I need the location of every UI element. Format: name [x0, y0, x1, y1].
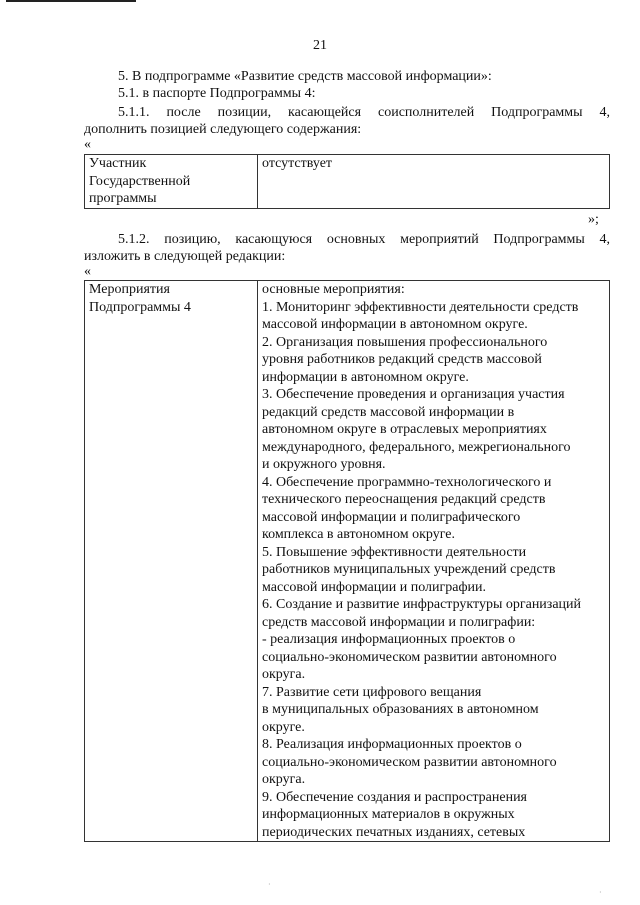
- table-row: [85, 155, 610, 209]
- activity-line: массовой информации и полиграфии.: [262, 579, 486, 595]
- open-quote-2: «: [84, 264, 91, 279]
- activity-line: редакций средств массовой информации в: [262, 404, 515, 420]
- activity-line: основные мероприятия:: [262, 282, 405, 297]
- top-rule: [6, 0, 136, 2]
- activity-line: массовой информации в автономном округе.: [262, 317, 528, 332]
- scan-speck: ·: [268, 880, 271, 889]
- open-quote-1: «: [84, 137, 91, 152]
- activity-line: технического переоснащения редакций средств: [262, 492, 546, 507]
- table-row: [85, 281, 610, 842]
- activity-line: 7. Развитие сети цифрового вещания: [262, 684, 482, 700]
- activity-line: информационных материалов в окружных: [262, 807, 515, 822]
- activity-line: округа.: [262, 772, 306, 787]
- activity-line: информации в автономном округе.: [262, 369, 469, 385]
- activity-line: 1. Мониторинг эффективности деятельности средств: [262, 299, 579, 315]
- para-5-1-2-line1: 5.1.2. позицию, касающуюся основных мероприятий Подпрограммы 4,: [118, 232, 610, 247]
- activity-line: социально-экономическом развитии автономного: [262, 649, 557, 665]
- table2-right-cell: [258, 281, 610, 842]
- table-participant: [84, 154, 610, 209]
- para-5-1-1-line2: дополнить позицией следующего содержания:: [84, 122, 362, 137]
- activity-line: уровня работников редакций средств массовой: [262, 352, 542, 367]
- activity-line: 3. Обеспечение проведения и организация участия: [262, 387, 565, 402]
- activity-line: 6. Создание и развитие инфраструктуры организаций: [262, 597, 582, 612]
- close-quote-1: »;: [588, 212, 599, 227]
- activity-line: работников муниципальных учреждений средств: [262, 562, 556, 577]
- para-5-1-2-line2: изложить в следующей редакции:: [84, 249, 286, 264]
- activity-line: социально-экономическом развитии автономного: [262, 754, 557, 770]
- para-5: 5. В подпрограмме «Развитие средств массовой информации»:: [118, 69, 492, 84]
- scan-speck: ·: [599, 888, 602, 897]
- activity-line: - реализация информационных проектов о: [262, 632, 516, 647]
- activity-line: автономном округе в отраслевых мероприятиях: [262, 422, 547, 437]
- activity-line: международного, федерального, межрегионального: [262, 439, 571, 455]
- table1-left-line: Государственной: [89, 173, 191, 189]
- table2-left-cell: [85, 281, 258, 842]
- activity-line: комплекса в автономном округе.: [262, 527, 456, 542]
- activity-line: 9. Обеспечение создания и распространения: [262, 789, 527, 805]
- para-5-1-1-line1: 5.1.1. после позиции, касающейся соисполнителей Подпрограммы 4,: [118, 105, 610, 120]
- table2-left-line: Мероприятия: [89, 282, 170, 297]
- table1-right-cell: [258, 155, 610, 209]
- activity-line: округа.: [262, 667, 306, 682]
- table1-right-value: отсутствует: [262, 156, 333, 171]
- table-activities: [84, 280, 610, 842]
- activity-line: массовой информации и полиграфического: [262, 509, 521, 525]
- activity-line: 4. Обеспечение программно-технологического и: [262, 474, 552, 490]
- table1-left-line: Участник: [89, 156, 147, 171]
- activity-line: округе.: [262, 719, 305, 735]
- activity-line: 2. Организация повышения профессионального: [262, 334, 548, 350]
- activity-line: периодических печатных изданиях, сетевых: [262, 824, 526, 840]
- table1-left-line: программы: [89, 191, 157, 206]
- activity-line: в муниципальных образованиях в автономном: [262, 702, 539, 717]
- activity-line: 8. Реализация информационных проектов о: [262, 737, 522, 752]
- activity-line: средств массовой информации и полиграфии:: [262, 614, 536, 630]
- page-number: 21: [313, 38, 327, 53]
- activity-line: 5. Повышение эффективности деятельности: [262, 544, 527, 560]
- table2-left-line: Подпрограммы 4: [89, 299, 191, 315]
- table1-left-cell: [85, 155, 258, 209]
- para-5-1: 5.1. в паспорте Подпрограммы 4:: [118, 86, 316, 101]
- activity-line: и окружного уровня.: [262, 457, 386, 472]
